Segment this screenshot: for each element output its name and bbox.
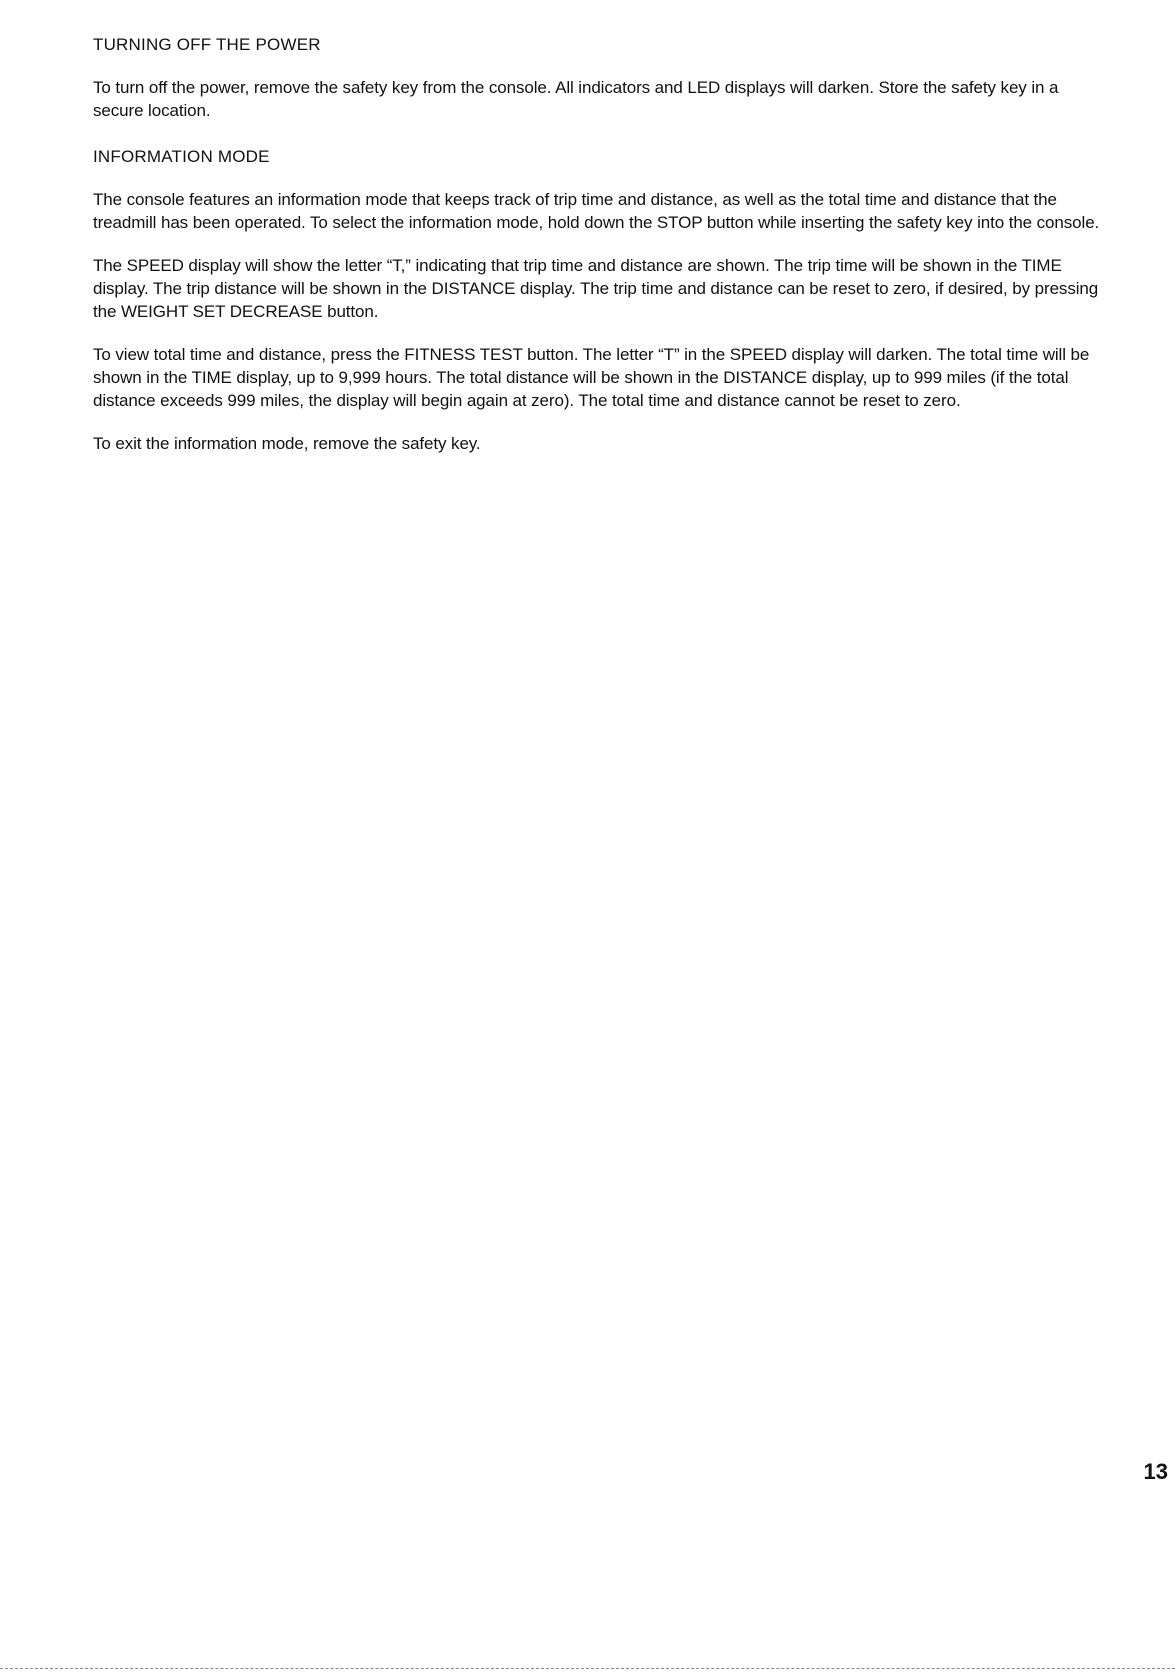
paragraph: The SPEED display will show the letter “T,” indicating that trip time and distance are shown. The trip time will be shown in the TIME display. The trip distance will be shown in the DISTANCE display. The trip time and distance can be reset to zero, if desired, by pressing the WEIGHT SET DECREASE button. — [93, 256, 1099, 321]
page-number: 13 — [1143, 1459, 1168, 1484]
section-heading: INFORMATION MODE — [93, 147, 270, 166]
manual-page — [93, 34, 1113, 475]
paragraph: To view total time and distance, press the FITNESS TEST button. The letter “T” in the SPEED display will darken. The total time will be shown in the TIME display, up to 9,999 hours. The total distance will be shown in the DISTANCE display, up to 999 miles (if the total distance exceeds 999 miles, the display will begin again at zero). The total time and distance cannot be reset to zero. — [93, 345, 1090, 410]
paragraph: To exit the information mode, remove the safety key. — [93, 434, 481, 453]
section-heading: TURNING OFF THE POWER — [93, 35, 321, 54]
section-turning-off-power — [93, 34, 1113, 122]
page-bottom-edge — [0, 1668, 1175, 1669]
section-information-mode — [93, 146, 1113, 455]
paragraph: To turn off the power, remove the safety key from the console. All indicators and LED displays will darken. Store the safety key in a secure location. — [93, 78, 1059, 120]
paragraph: The console features an information mode that keeps track of trip time and distance, as well as the total time and distance that the treadmill has been operated. To select the information mode, hold down the STOP button while inserting the safety key into the console. — [93, 190, 1100, 232]
